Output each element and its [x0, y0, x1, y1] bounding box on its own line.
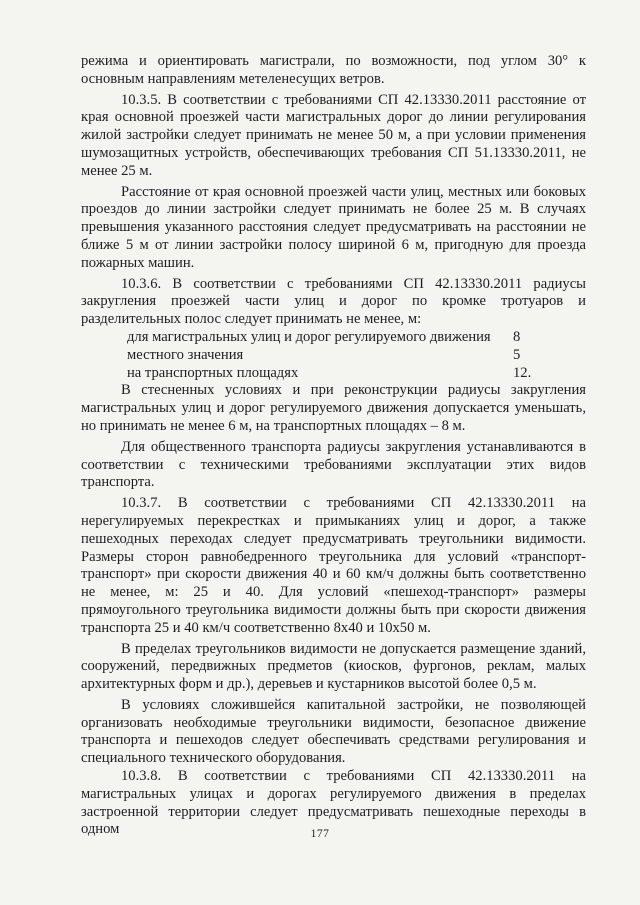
radius-label: местного значения	[127, 346, 244, 363]
intro-paragraph: режима и ориентировать магистрали, по возможности, под углом 30° к основным направлениям метеленесущих ветров.	[81, 53, 586, 87]
section-10-3-7-paragraph: 10.3.7. В соответствии с требованиями СП 42.13330.2011 на нерегулируемых перекрестках и примыканиях улиц и дорог, а также пешеходных переходах следует предусматривать треугольники видимости. Размеры сторон равнобедренного треугольника для условий «транспорт-транспорт» при скорости движения 40 и 60 км/ч должны быть соответственно не менее, м: 25 и 40. Для условий «пешеход-транспорт» размеры прямоугольного треугольника видимости должны быть при скорости движения транспорта 25 и 40 км/ч соответственно 8х40 и 10х50 м.	[81, 495, 586, 636]
section-10-3-8-paragraph: 10.3.8. В соответствии с требованиями СП 42.13330.2011 на магистральных улицах и дорогах регулируемого движения в пределах застроенной территории следует предусматривать пешеходные переходы в одном	[81, 768, 586, 838]
section-10-3-7-existing-buildings-paragraph: В условиях сложившейся капитальной застройки, не позволяющей организовать необходимые треугольники видимости, безопасное движение транспорта и пешеходов следует обеспечивать средствами регулирования и специального технического оборудования.	[81, 696, 586, 767]
radius-label: для магистральных улиц и дорог регулируемого движения	[127, 328, 491, 345]
section-10-3-6-public-transport-paragraph: Для общественного транспорта радиусы закругления устанавливаются в соответствии с техническими требованиями эксплуатации этих видов транспорта.	[81, 438, 586, 491]
radius-list	[81, 329, 586, 382]
section-10-3-5-paragraph: 10.3.5. В соответствии с требованиями СП 42.13330.2011 расстояние от края основной проезжей части магистральных дорог до линии регулирования жилой застройки следует принимать не менее 50 м, а при условии применения шумозащитных устройств, обеспечивающих требования СП 51.13330.2011, не менее 25 м.	[81, 91, 586, 179]
section-10-3-5-distance-paragraph: Расстояние от края основной проезжей части улиц, местных или боковых проездов до линии застройки следует принимать не более 25 м. В случаях превышения указанного расстояния следует предусматривать на расстоянии не ближе 5 м от линии застройки полосу шириной 6 м, пригодную для проезда пожарных машин.	[81, 183, 586, 271]
section-10-3-7-restrictions-paragraph: В пределах треугольников видимости не допускается размещение зданий, сооружений, передвижных предметов (киосков, фургонов, реклам, малых архитектурных форм и др.), деревьев и кустарников высотой более 0,5 м.	[81, 640, 586, 693]
radius-list-item	[81, 329, 586, 347]
radius-value: 12.	[513, 364, 532, 381]
page-number: 177	[310, 828, 330, 840]
radius-label: на транспортных площадях	[127, 364, 299, 381]
section-10-3-6-paragraph: 10.3.6. В соответствии с требованиями СП 42.13330.2011 радиусы закругления проезжей части улиц и дорог по кромке тротуаров и разделительных полос следует принимать не менее, м:	[81, 275, 586, 328]
radius-value: 5	[513, 346, 521, 363]
radius-value: 8	[513, 328, 521, 345]
radius-list-item	[81, 347, 586, 365]
radius-list-item	[81, 365, 586, 383]
section-10-3-6-reduced-paragraph: В стесненных условиях и при реконструкции радиусы закругления магистральных улиц и дорог регулируемого движения допускается уменьшать, но принимать не менее 6 м, на транспортных площадях – 8 м.	[81, 382, 586, 434]
